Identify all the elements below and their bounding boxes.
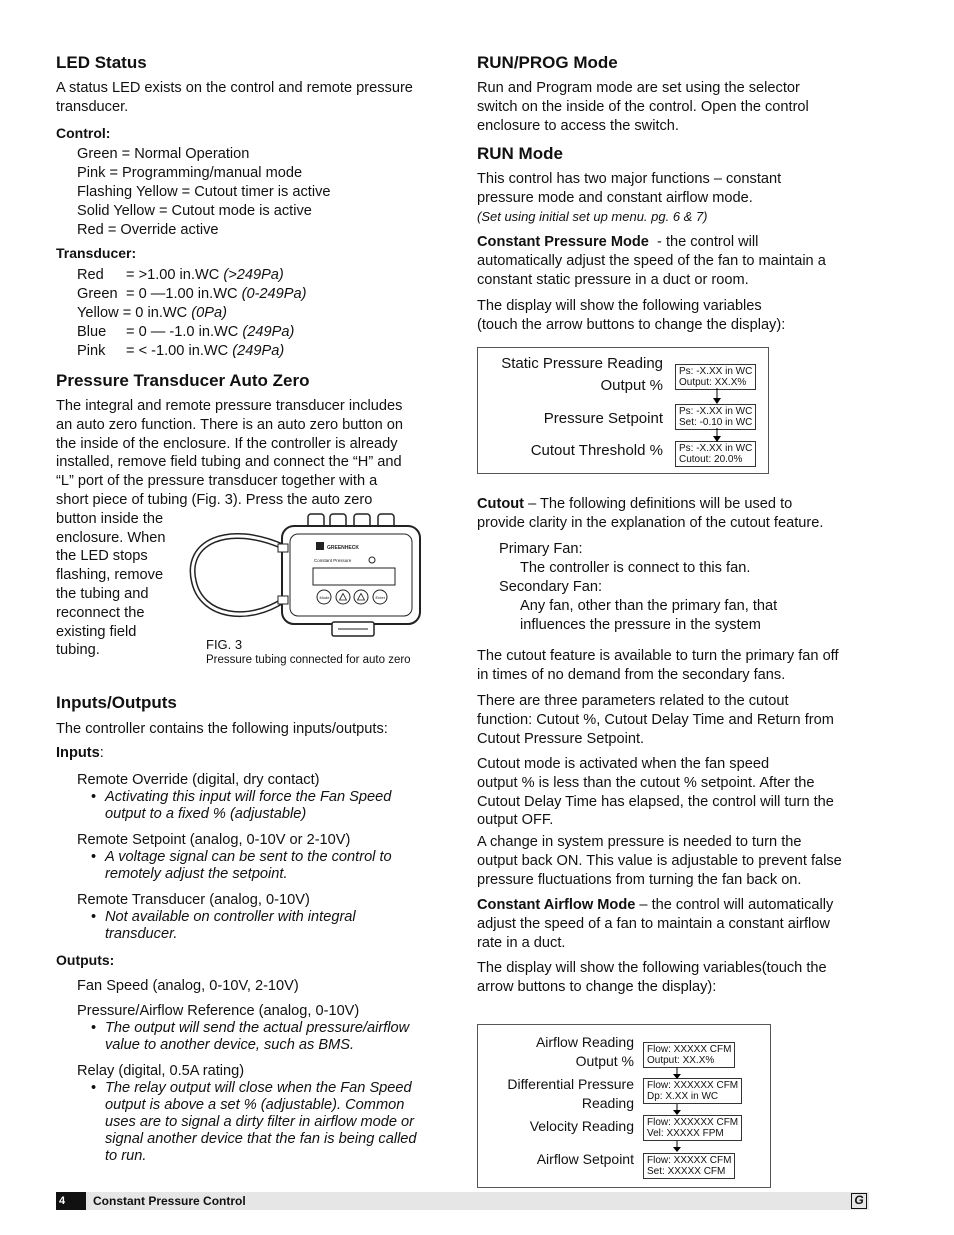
led-color: Yellow [77, 305, 119, 321]
text-line: constant static pressure in a duct or room. [477, 271, 749, 288]
text-line: to run. [105, 1148, 147, 1164]
cutout-intro [477, 495, 823, 533]
led-value: = 0 — -1.0 in.WC [126, 324, 243, 340]
airflow-display-intro [477, 959, 827, 997]
led-value: = >1.00 in.WC [126, 267, 224, 283]
page-number: 4 [56, 1192, 86, 1210]
text-line: the LED stops [56, 548, 148, 565]
led-color: Pink [77, 343, 106, 359]
device-brand-text: GREENHECK [327, 545, 359, 551]
text-line: the inside of the enclosure. If the controller is already [56, 435, 398, 452]
lcd-line: Cutout: 20.0% [679, 454, 743, 465]
io-heading: Inputs/Outputs [56, 693, 177, 712]
led-value: = < -1.00 in.WC [126, 343, 233, 359]
text-line: This control has two major functions – constant [477, 171, 782, 187]
text-line: The output will send the actual pressure/airflow [105, 1020, 410, 1036]
output-bullet [91, 1080, 417, 1165]
text-line: – The following definitions will be used to [524, 496, 793, 512]
text-line: A voltage signal can be sent to the control to [105, 849, 392, 865]
display-label: Cutout Threshold % [530, 442, 663, 459]
lcd-line: Ps: -X.XX in WC [679, 443, 753, 454]
transducer-led-list [77, 266, 307, 361]
display-label: Pressure Setpoint [543, 410, 663, 427]
lcd-line: Output: XX.X% [679, 377, 747, 388]
cutout-paragraph [477, 647, 839, 685]
text-line: The relay output will close when the Fan Speed [105, 1080, 412, 1096]
list-item: Red = Override active [77, 222, 219, 238]
text-line: Run and Program mode are set using the selector [477, 80, 800, 96]
text-line: Activating this input will force the Fan Speed [105, 789, 392, 805]
input-bullet [91, 849, 392, 883]
inputs-label-bold: Inputs [56, 745, 100, 761]
text-line: There are three parameters related to the cutout [477, 693, 789, 709]
definition-desc: The controller is connect to this fan. [520, 560, 751, 576]
bullet-icon: • [91, 909, 97, 925]
definition-desc: Any fan, other than the primary fan, that [520, 598, 778, 614]
text-line: the tubing and [56, 585, 149, 602]
text-line: Cutout mode is activated when the fan speed [477, 756, 770, 772]
device-up-button [336, 590, 350, 604]
fig-caption: Pressure tubing connected for auto zero [206, 654, 411, 666]
text-line: enclosure. When [56, 529, 166, 546]
run-mode-text [477, 170, 781, 208]
lcd-line: Set: XXXXX CFM [647, 1166, 726, 1177]
constant-airflow-text [477, 896, 833, 952]
list-item [77, 266, 307, 285]
output-title: Fan Speed (analog, 0-10V, 2-10V) [77, 978, 299, 994]
text-line: Cutout Delay Time has elapsed, the control will turn the [477, 793, 834, 810]
text-line: – the control will automatically [635, 897, 834, 913]
control-label: Control: [56, 125, 111, 141]
input-title: Remote Setpoint (analog, 0-10V or 2-10V) [77, 832, 351, 848]
lcd-line: Dp: X.XX in WC [647, 1091, 719, 1102]
text-line: flashing, remove [56, 567, 164, 584]
display-label: Velocity Reading [529, 1118, 634, 1134]
text-line: (touch the arrow buttons to change the display): [477, 316, 786, 333]
device-label-text: Constant Pressure [314, 558, 352, 563]
lcd-line: Flow: XXXXXX CFM [647, 1117, 739, 1128]
list-item: Flashing Yellow = Cutout timer is active [77, 184, 331, 200]
text-line: output back ON. This value is adjustable to prevent false [477, 852, 842, 869]
arrow-down-icon [673, 1074, 681, 1079]
text-line: enclosure to access the switch. [477, 117, 679, 134]
display-label: Differential Pressure [507, 1076, 634, 1092]
constant-pressure-text [477, 233, 826, 289]
text-line: an auto zero function. There is an auto zero button on [56, 416, 403, 433]
text-line: output is above a set % (adjustable). Common [105, 1097, 405, 1113]
led-value-pa: (249Pa) [242, 324, 295, 340]
list-item: Pink = Programming/manual mode [77, 165, 303, 181]
definition-desc: influences the pressure in the system [520, 617, 761, 633]
led-value-pa: (0-249Pa) [241, 286, 307, 302]
led-value-pa: (>249Pa) [223, 267, 284, 283]
text-line: installed, remove field tubing and connect the “H” and [56, 454, 402, 471]
fan-definitions [499, 540, 777, 635]
lcd-line: Ps: -X.XX in WC [679, 366, 753, 377]
text-line: adjust the speed of a fan to maintain a constant airflow [477, 915, 830, 932]
led-status-intro [56, 79, 413, 117]
device-down-button [354, 590, 368, 604]
input-bullet [91, 789, 392, 823]
text-line: in times of no demand from the secondary fans. [477, 666, 786, 683]
text-line: The display will show the following variables(touch the [477, 960, 827, 976]
runprog-text [477, 79, 809, 135]
display-label: Airflow Setpoint [536, 1151, 634, 1167]
led-color: Red [77, 267, 104, 283]
led-value-pa: (0Pa) [191, 305, 227, 321]
led-status-heading: LED Status [56, 53, 147, 72]
lcd-line: Vel: XXXXX FPM [647, 1128, 724, 1139]
bullet-icon: • [91, 849, 97, 865]
cutout-paragraph [477, 692, 834, 748]
text-line: A status LED exists on the control and remote pressure [56, 80, 413, 96]
text-line: reconnect the [56, 604, 145, 621]
input-title: Remote Override (digital, dry contact) [77, 772, 320, 788]
text-line: pressure fluctuations from turning the fan back on. [477, 871, 802, 888]
text-line: pressure mode and constant airflow mode. [477, 189, 753, 206]
lcd-screen [675, 441, 756, 467]
display-label: Output % [600, 377, 663, 394]
greenheck-logo: G [851, 1193, 867, 1209]
display-intro [477, 297, 785, 335]
led-color: Blue [77, 324, 107, 340]
list-item [77, 323, 307, 342]
text-line: tubing. [56, 642, 100, 659]
io-intro: The controller contains the following inputs/outputs: [56, 721, 388, 737]
lcd-screen [643, 1153, 735, 1179]
text-line: automatically adjust the speed of the fan to maintain a [477, 252, 826, 269]
lcd-screen [643, 1042, 735, 1068]
run-mode-note: (Set using initial set up menu. pg. 6 & 7) [477, 209, 708, 224]
runprog-heading: RUN/PROG Mode [477, 53, 618, 72]
lcd-line: Ps: -X.XX in WC [679, 406, 753, 417]
airflow-display-box [477, 1024, 771, 1188]
input-title: Remote Transducer (analog, 0-10V) [77, 892, 310, 908]
transducer-label: Transducer: [56, 245, 137, 261]
text-line: transducer. [56, 98, 129, 115]
display-label: Static Pressure Reading [501, 355, 663, 372]
text-line: provide clarity in the explanation of the cutout feature. [477, 514, 824, 531]
led-color: Green [77, 286, 118, 302]
text-line: output OFF. [477, 812, 554, 829]
text-line: switch on the inside of the control. Open the control [477, 98, 809, 115]
text-line: function: Cutout %, Cutout Delay Time and Return from [477, 711, 834, 728]
svg-text:Mode: Mode [319, 595, 330, 600]
arrow-down-icon [713, 436, 721, 442]
list-item [77, 285, 307, 304]
inputs-label [56, 745, 104, 761]
controller-tubing-illustration [188, 512, 424, 642]
text-line: Cutout Pressure Setpoint. [477, 730, 645, 747]
constant-airflow-label: Constant Airflow Mode [477, 897, 636, 913]
text-line: short piece of tubing (Fig. 3). Press the auto zero [56, 491, 373, 508]
text-line: signal another device that the fan is being called [105, 1131, 417, 1147]
text-line: uses are to signal a dirty filter in airflow mode or [105, 1114, 415, 1130]
lcd-line: Flow: XXXXX CFM [647, 1155, 732, 1166]
text-line: - the control will [657, 234, 759, 250]
output-title: Pressure/Airflow Reference (analog, 0-10V) [77, 1003, 360, 1019]
arrow-down-icon [713, 398, 721, 404]
constant-pressure-label: Constant Pressure Mode [477, 234, 649, 250]
list-item [77, 304, 307, 323]
lcd-line: Flow: XXXXXX CFM [647, 1080, 739, 1091]
list-item: Green = Normal Operation [77, 146, 250, 162]
lcd-line: Set: -0.10 in WC [679, 417, 753, 428]
text-line: A change in system pressure is needed to turn the [477, 834, 802, 850]
lcd-screen [643, 1115, 742, 1141]
definition-term: Primary Fan: [499, 541, 583, 557]
pressure-display-box [477, 347, 769, 474]
control-led-list [77, 145, 331, 240]
text-line: remotely adjust the setpoint. [105, 866, 288, 882]
cutout-paragraph [477, 833, 842, 889]
text-line: “L” port of the pressure transducer together with a [56, 473, 378, 490]
text-line: The cutout feature is available to turn the primary fan off [477, 648, 839, 664]
display-label: Airflow Reading [535, 1034, 634, 1050]
led-value: = 0 in.WC [122, 305, 192, 321]
arrow-down-icon [673, 1147, 681, 1152]
input-bullet [91, 909, 356, 943]
run-mode-heading: RUN Mode [477, 144, 563, 163]
cutout-label: Cutout [477, 496, 525, 512]
text-line: existing field [56, 623, 137, 640]
lcd-screen [643, 1078, 742, 1104]
text-line: transducer. [105, 926, 178, 942]
lcd-screen [675, 364, 756, 390]
fig-label: FIG. 3 [206, 637, 243, 652]
arrow-down-icon [673, 1110, 681, 1115]
bullet-icon: • [91, 1020, 97, 1036]
text-line: button inside the [56, 510, 164, 527]
output-title: Relay (digital, 0.5A rating) [77, 1063, 245, 1079]
led-value: = 0 —1.00 in.WC [126, 286, 242, 302]
lcd-line: Flow: XXXXX CFM [647, 1044, 732, 1055]
text-line: rate in a duct. [477, 934, 566, 951]
device-lcd [313, 568, 395, 585]
inputs-label-colon: : [99, 745, 104, 761]
display-label: Output % [575, 1053, 634, 1069]
arrow-connectors [672, 1067, 682, 1159]
definition-term: Secondary Fan: [499, 579, 603, 595]
outputs-label: Outputs: [56, 952, 115, 968]
bullet-icon: • [91, 789, 97, 805]
lcd-line: Output: XX.X% [647, 1055, 715, 1066]
bullet-icon: • [91, 1080, 97, 1096]
auto-zero-heading: Pressure Transducer Auto Zero [56, 371, 310, 390]
text-line: The integral and remote pressure transducer includes [56, 398, 403, 414]
text-line: output to a fixed % (adjustable) [105, 806, 307, 822]
arrow-connectors [712, 388, 722, 443]
footer-title: Constant Pressure Control [93, 1194, 246, 1208]
output-bullet [91, 1020, 410, 1054]
list-item [77, 342, 307, 361]
text-line: The display will show the following variables [477, 298, 762, 314]
led-value-pa: (249Pa) [232, 343, 285, 359]
text-line: output % is less than the cutout % setpoint. After the [477, 774, 815, 791]
cutout-paragraph [477, 755, 834, 830]
text-line: value to another device, such as BMS. [105, 1037, 355, 1053]
svg-text:Enter: Enter [375, 595, 386, 600]
display-label: Reading [581, 1095, 634, 1111]
text-line: Not available on controller with integral [105, 909, 356, 925]
text-line: arrow buttons to change the display): [477, 978, 717, 995]
list-item: Solid Yellow = Cutout mode is active [77, 203, 312, 219]
